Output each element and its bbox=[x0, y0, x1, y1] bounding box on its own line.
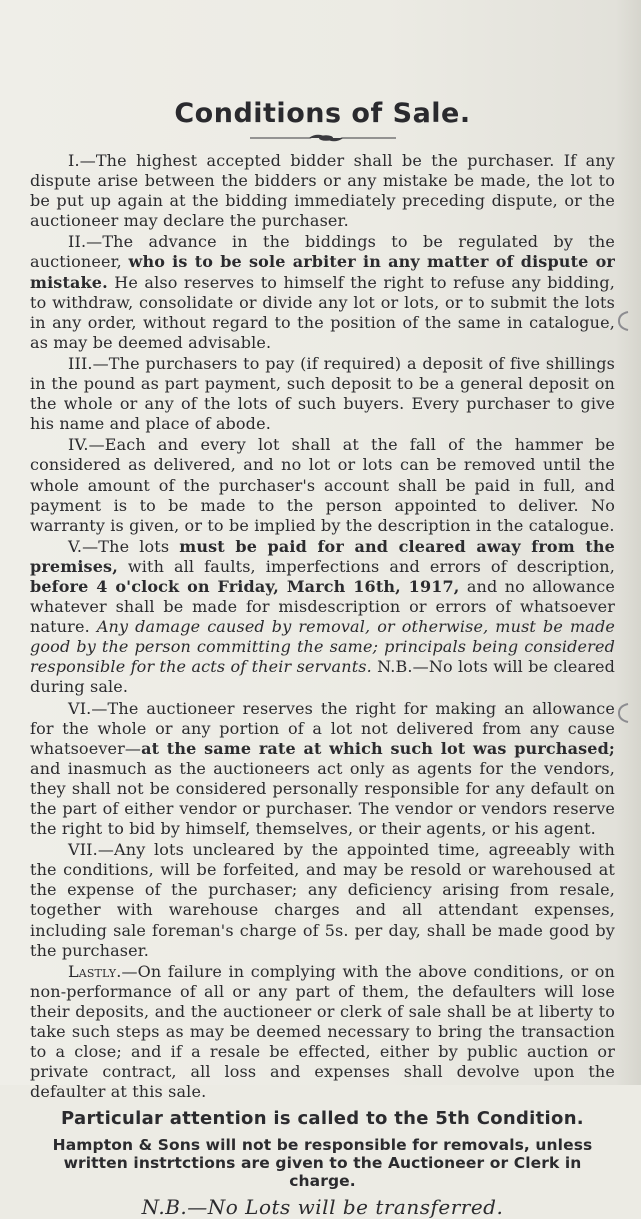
condition-text: at the same rate at which such lot was purchased; bbox=[141, 738, 615, 758]
binding-hole-mark bbox=[616, 310, 632, 336]
page-title: Conditions of Sale. bbox=[174, 98, 471, 129]
condition-text: Any damage caused by removal, or otherwise, must be made good by the person committing the same; principals being considered responsible for the acts of their servants. bbox=[30, 617, 615, 677]
condition-text: He also reserves to himself the right to refuse any bidding, to withdraw, consolidate or divide any lot or lots, or to submit the lots in any order, without regard to the position of the same in catalogue, as may be deemed advisable. bbox=[30, 272, 615, 352]
condition-text: II.—The advance in the biddings to be regulated by the auctioneer, bbox=[30, 232, 615, 272]
condition-text: who is to be sole arbiter in any matter of dispute or mistake. bbox=[30, 252, 615, 292]
binding-hole-mark bbox=[616, 702, 632, 728]
condition-text: V.—The lots bbox=[68, 536, 180, 556]
condition-text: .—On failure in complying with the above conditions, or on non-performance of all or any part of them, the defaulters will lose their deposits, and the auctioneer or clerk of sale shall be at liberty to take such steps as may be deemed necessary to bring the transaction to a close; and if a resale be effected, either by public auction or private contract, all loss and expenses shall devolve upon the defaulter at this sale. bbox=[30, 961, 615, 1102]
condition-text: VII.—Any lots uncleared by the appointed time, agreeably with the conditions, will be forfeited, and may be resold or warehoused at the expense of the purchaser; any deficiency arising from resale, together with warehouse charges and all attendant expenses, including sale foreman's charge of 5s. per day, shall be made good by the purchaser. bbox=[30, 840, 615, 960]
ornamental-rule bbox=[30, 131, 615, 145]
attention-notice: Particular attention is called to the 5th Condition. bbox=[61, 1108, 584, 1130]
condition-text: must be paid for and cleared away from the premises, bbox=[30, 536, 615, 576]
transfer-note: N.B.—No Lots will be transferred. bbox=[141, 1195, 504, 1219]
condition-paragraph bbox=[30, 354, 615, 434]
condition-text: and no allowance whatever shall be made for misdescription or errors of whatsoever nature. bbox=[30, 576, 615, 637]
condition-text: I.—The highest accepted bidder shall be the purchaser. If any dispute arise between the bidders or any mistake be made, the lot to be put up again at the bidding immediately preceding dispute, or the auctioneer may declare the purchaser. bbox=[30, 151, 615, 231]
condition-text: before 4 o'clock on Friday, March 16th, 1917, bbox=[30, 576, 460, 596]
condition-text: N.B.—No lots will be cleared during sale. bbox=[30, 657, 616, 697]
condition-text: IV.—Each and every lot shall at the fall of the hammer be considered as delivered, and no lot or lots can be removed until the whole amount of the purchaser's account shall be paid in full, and payment is to be made to the person appointed to deliver. No warranty is given, or to be implied by the description in the catalogue. bbox=[30, 435, 615, 535]
conditions-list bbox=[30, 151, 615, 1102]
condition-paragraph bbox=[30, 435, 615, 535]
condition-paragraph bbox=[30, 232, 615, 353]
condition-paragraph bbox=[30, 151, 615, 231]
condition-text: and inasmuch as the auctioneers act only as agents for the vendors, they shall not be considered personally responsible for any default on the part of either vendor or purchaser. The vendor or vendors reserve the right to bid by himself, themselves, or their agents, or his agent. bbox=[30, 758, 615, 839]
condition-text: with all faults, imperfections and errors of description, bbox=[117, 556, 615, 576]
condition-text: VI.—The auctioneer reserves the right for making an allowance for the whole or any portion of a lot not delivered from any cause whatsoever— bbox=[30, 698, 615, 758]
condition-text: Lastly bbox=[68, 961, 117, 981]
condition-paragraph bbox=[30, 537, 615, 698]
condition-paragraph bbox=[30, 699, 615, 840]
removals-notice: Hampton & Sons will not be responsible for removals, unless written instrtctions are given to the Auctioneer or Clerk in charge. bbox=[52, 1136, 593, 1191]
condition-paragraph bbox=[30, 840, 615, 961]
condition-paragraph bbox=[30, 962, 615, 1103]
condition-text: III.—The purchasers to pay (if required) a deposit of five shillings in the pound as part payment, such deposit to be a general deposit on the whole or any of the lots of such buyers. Every purchaser to give his name and place of abode. bbox=[30, 353, 615, 434]
